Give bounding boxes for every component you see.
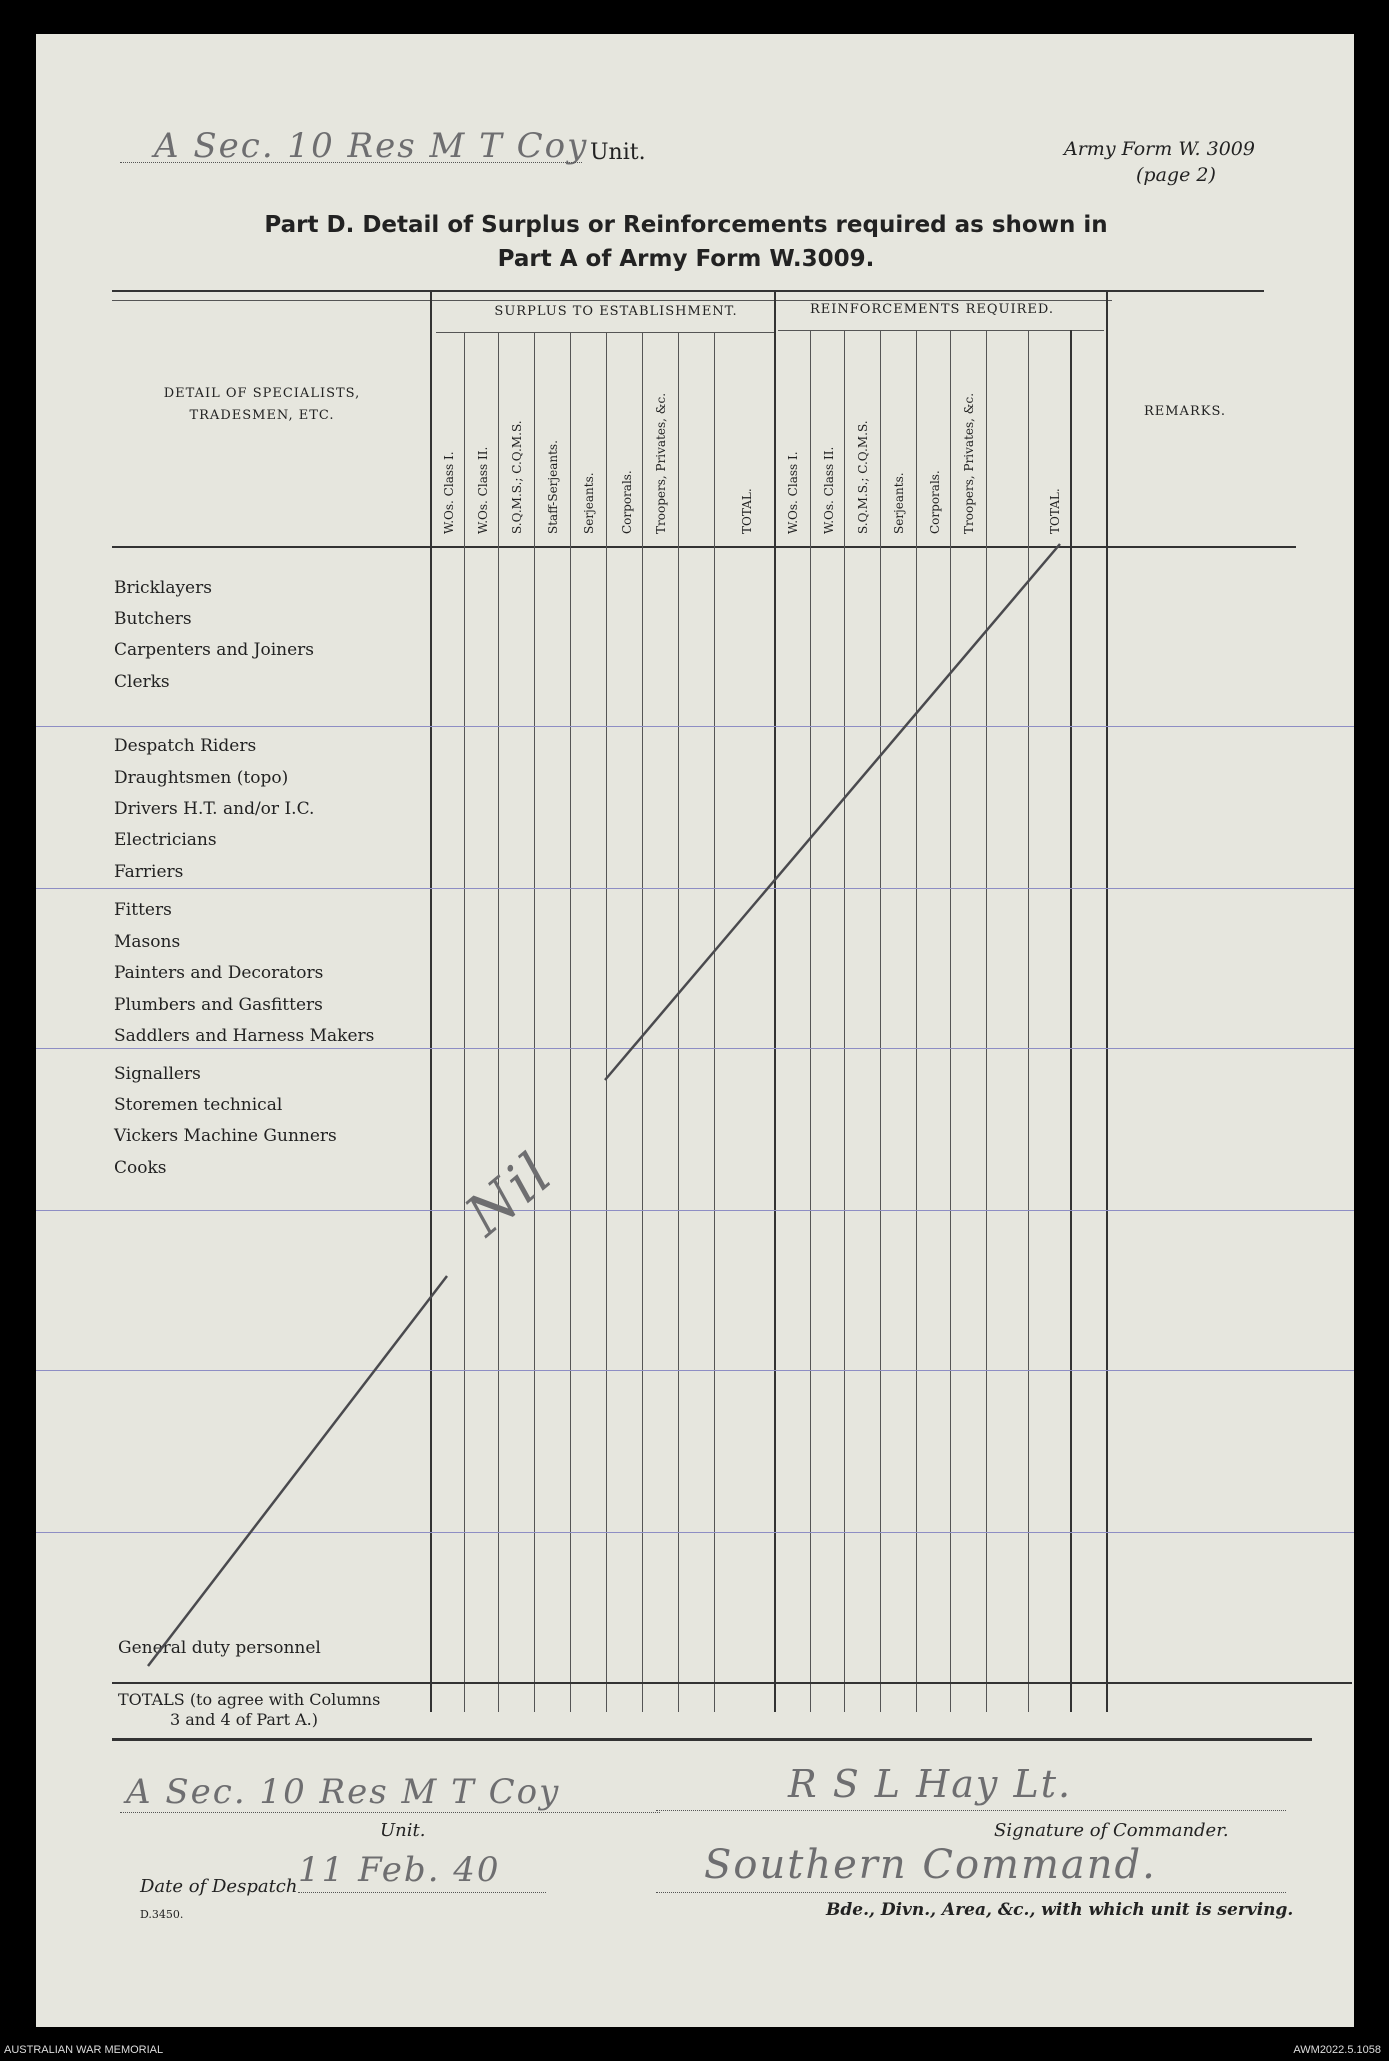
- surplus-col-5: Serjeants.: [582, 472, 596, 534]
- trade-row: Electricians: [114, 830, 217, 850]
- trade-row: Signallers: [114, 1064, 201, 1084]
- trade-row: Vickers Machine Gunners: [114, 1126, 337, 1146]
- signature-label: Signature of Commander.: [994, 1820, 1229, 1841]
- trade-row: Despatch Riders: [114, 736, 257, 756]
- trade-row: Fitters: [114, 900, 172, 920]
- archive-footer: [0, 2036, 1389, 2061]
- surplus-col-7: Troopers, Privates, &c.: [654, 392, 668, 534]
- despatch-date-handwritten: 11 Feb. 40: [298, 1850, 501, 1890]
- unit-handwritten: A Sec. 10 Res M T Coy: [154, 126, 589, 166]
- surplus-col-4: Staff-Serjeants.: [546, 440, 560, 534]
- remarks-header: REMARKS.: [1143, 404, 1227, 419]
- nil-handwritten: Nil: [453, 1140, 566, 1249]
- surplus-col-6: Corporals.: [620, 470, 634, 534]
- trade-row: Plumbers and Gasfitters: [114, 995, 323, 1015]
- trade-row: Farriers: [114, 862, 184, 882]
- form-name: Army Form W. 3009: [1064, 138, 1255, 160]
- reinf-col-2: W.Os. Class II.: [822, 446, 836, 534]
- unit-label: Unit.: [590, 140, 646, 165]
- signature-dotted-line: [656, 1810, 1286, 1811]
- trade-row: Bricklayers: [114, 578, 212, 598]
- archive-accession: AWM2022.5.1058: [1293, 2044, 1381, 2056]
- trade-row: Saddlers and Harness Makers: [114, 1026, 375, 1046]
- form-page: (page 2): [1136, 164, 1216, 186]
- surplus-header: SURPLUS TO ESTABLISHMENT.: [494, 304, 738, 319]
- reinforcements-header: REINFORCEMENTS REQUIRED.: [810, 302, 1054, 317]
- detail-header-2: TRADESMEN, ETC.: [189, 408, 335, 423]
- reinf-col-3: S.Q.M.S.; C.Q.M.S.: [856, 420, 870, 534]
- reinf-col-1: W.Os. Class I.: [786, 451, 800, 534]
- title-line-1: Part D. Detail of Surplus or Reinforcements required as shown in: [264, 212, 1108, 238]
- command-dotted-line: [656, 1892, 1286, 1893]
- command-handwritten: Southern Command.: [704, 1842, 1157, 1888]
- general-duty-row: General duty personnel: [118, 1638, 321, 1658]
- pen-stroke-lower: [148, 1276, 447, 1666]
- reinf-col-5: Corporals.: [928, 470, 942, 534]
- footer-unit-handwritten: A Sec. 10 Res M T Coy: [126, 1772, 561, 1812]
- surplus-col-total: TOTAL.: [740, 488, 754, 534]
- detail-header-1: DETAIL OF SPECIALISTS,: [163, 386, 361, 401]
- trade-row: Clerks: [114, 672, 170, 692]
- footer-unit-label: Unit.: [380, 1820, 426, 1841]
- despatch-dotted-line: [298, 1892, 546, 1893]
- trade-row: Butchers: [114, 609, 192, 629]
- footer-unit-dotted-line: [120, 1812, 660, 1813]
- trade-row: Painters and Decorators: [114, 963, 324, 983]
- trade-row: Masons: [114, 932, 181, 952]
- despatch-label: Date of Despatch: [140, 1876, 298, 1897]
- archive-credit: AUSTRALIAN WAR MEMORIAL: [4, 2044, 164, 2056]
- nil-strike-lines: [36, 34, 1354, 2027]
- trade-row: Drivers H.T. and/or I.C.: [114, 799, 315, 819]
- trade-row: Draughtsmen (topo): [114, 768, 289, 788]
- reinf-col-total: TOTAL.: [1048, 488, 1062, 534]
- totals-line-2: 3 and 4 of Part A.): [170, 1710, 318, 1729]
- form-page: [36, 34, 1354, 2027]
- trade-row: Storemen technical: [114, 1095, 283, 1115]
- surplus-col-1: W.Os. Class I.: [442, 451, 456, 534]
- trade-row: Cooks: [114, 1158, 167, 1178]
- totals-line-1: TOTALS (to agree with Columns: [118, 1690, 381, 1709]
- surplus-col-3: S.Q.M.S.; C.Q.M.S.: [510, 420, 524, 534]
- trade-row: Carpenters and Joiners: [114, 640, 315, 660]
- command-label: Bde., Divn., Area, &c., with which unit is serving.: [826, 1900, 1294, 1920]
- reinf-col-4: Serjeants.: [892, 472, 906, 534]
- pen-stroke-upper: [605, 544, 1060, 1080]
- form-code: D.3450.: [140, 1908, 184, 1921]
- commander-signature: R S L Hay Lt.: [788, 1762, 1073, 1806]
- title-line-2: Part A of Army Form W.3009.: [497, 246, 875, 272]
- surplus-col-2: W.Os. Class II.: [476, 446, 490, 534]
- reinf-col-6: Troopers, Privates, &c.: [962, 392, 976, 534]
